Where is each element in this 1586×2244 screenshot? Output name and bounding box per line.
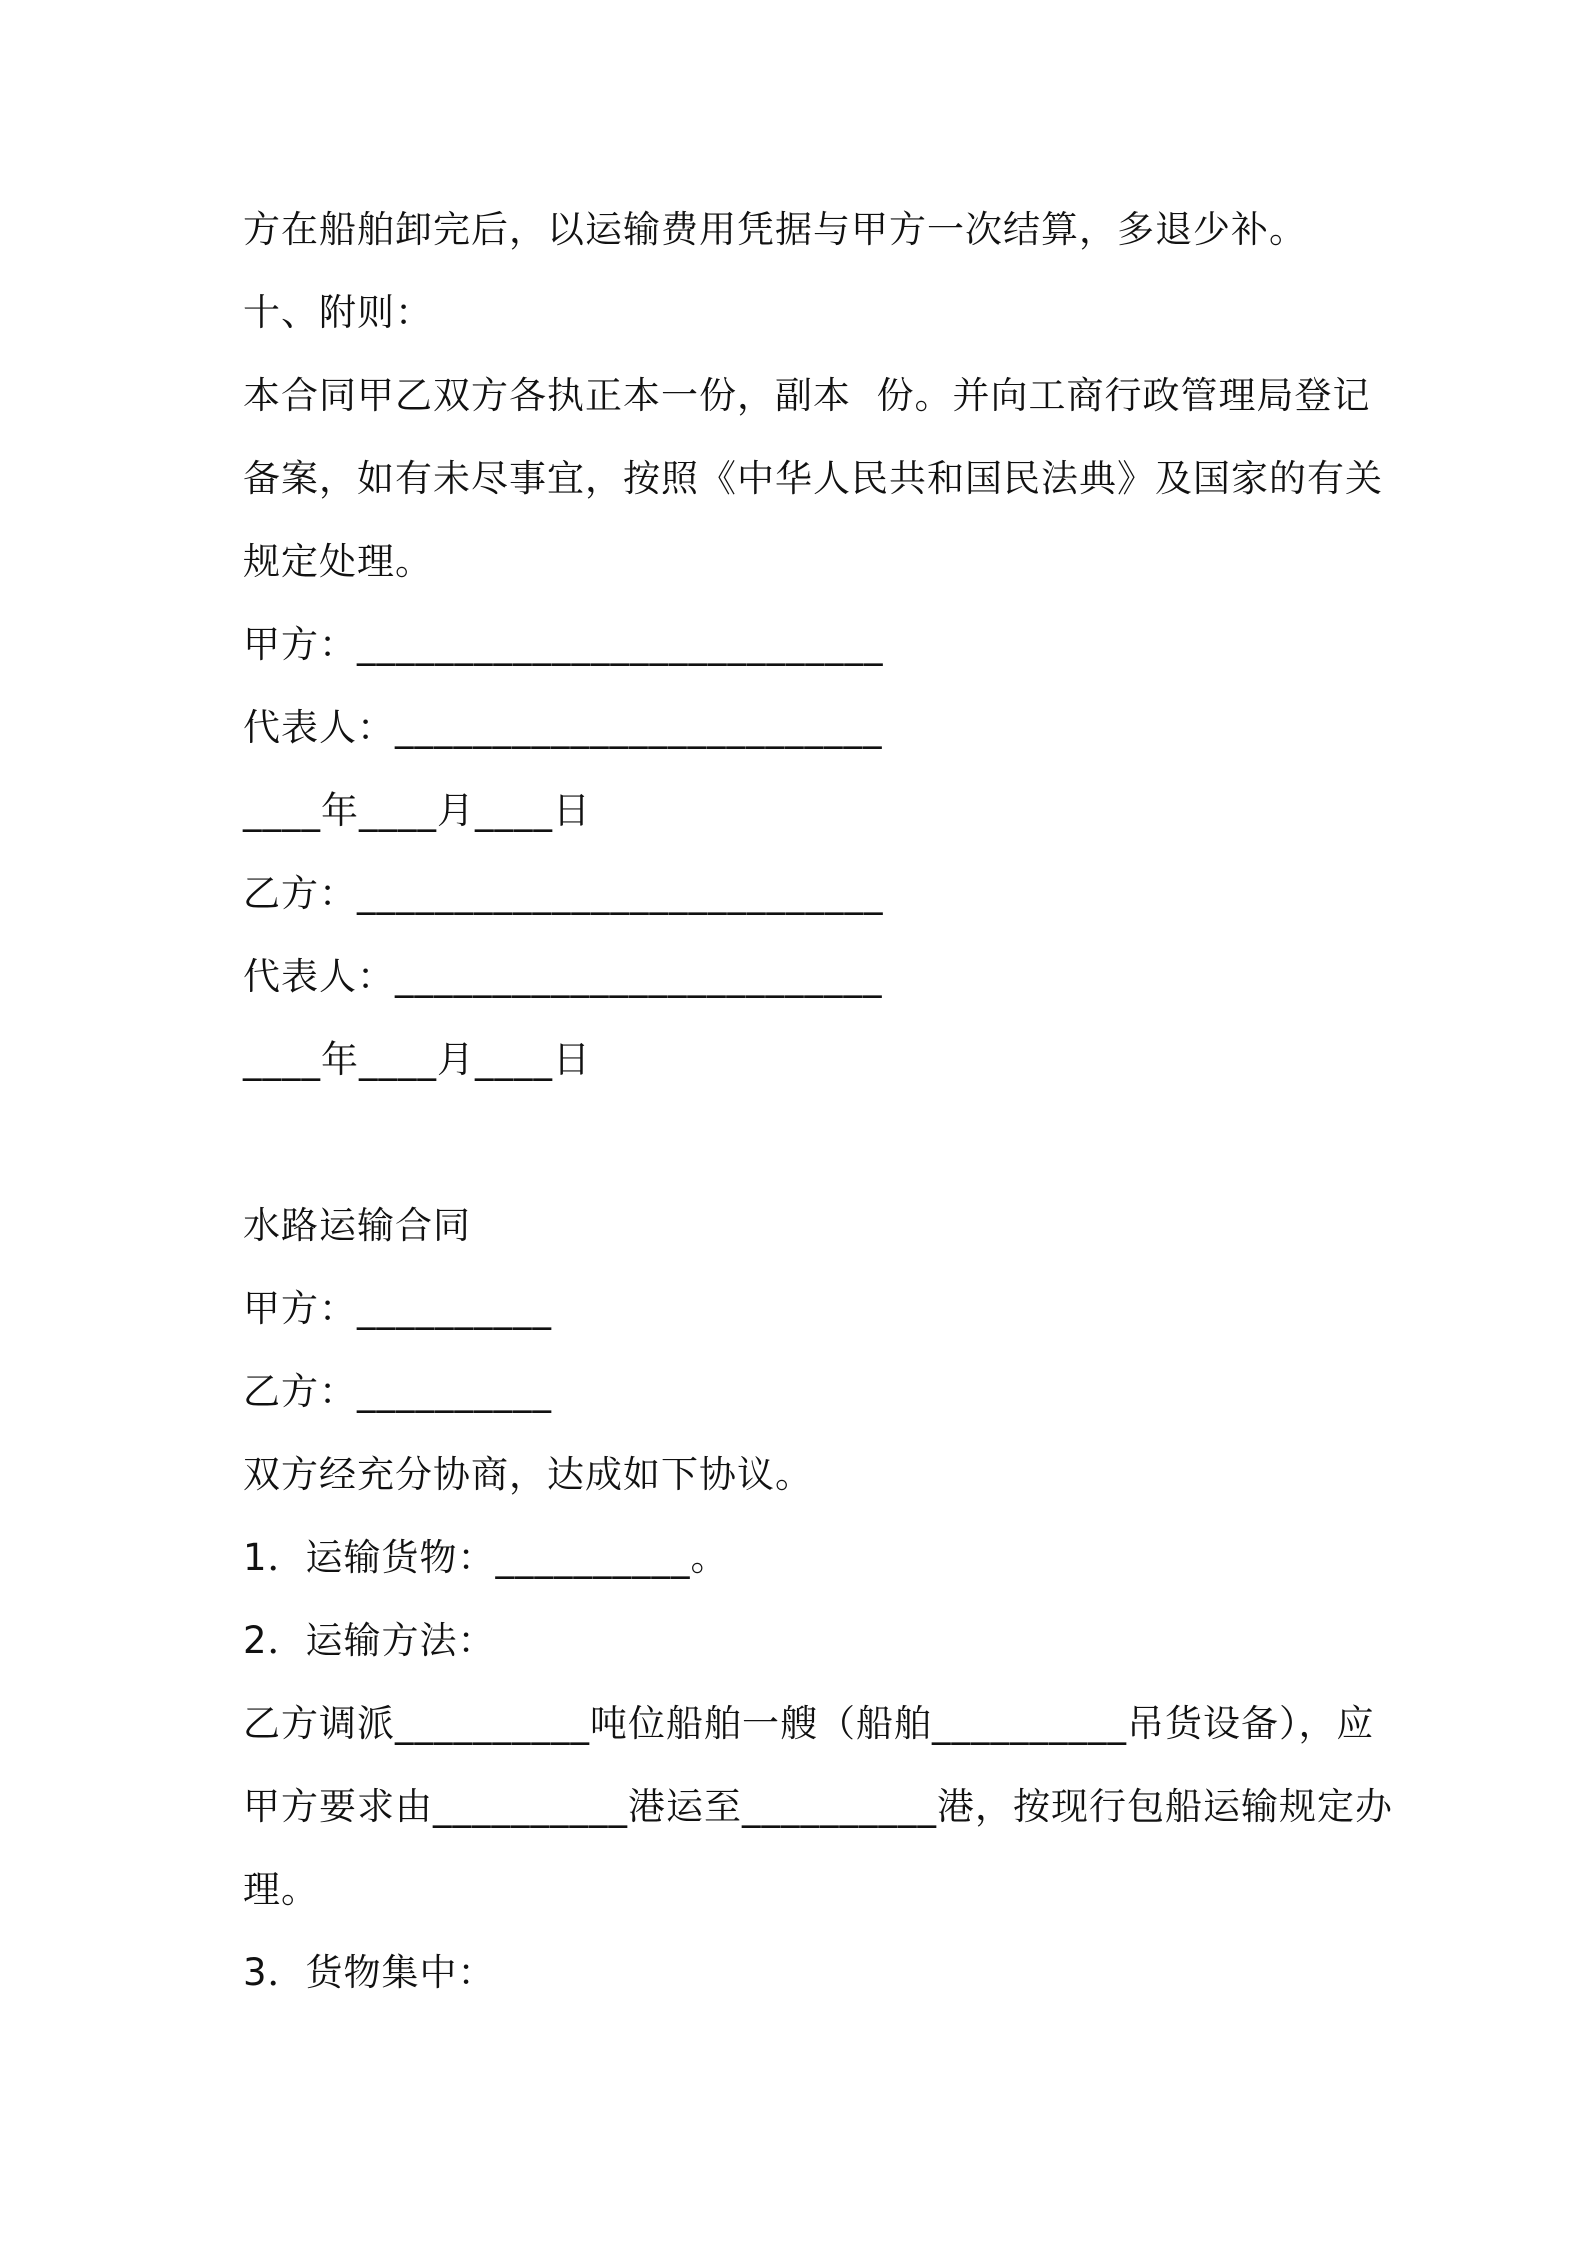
appendix-paragraph-line: 备案，如有未尽事宜，按照《中华人民共和国民法典》及国家的有关 (243, 457, 1383, 500)
party-b-field: 乙方：__________ (243, 1370, 552, 1413)
settlement-text: 方在船舶卸完后，以运输费用凭据与甲方一次结算，多退少补。 (243, 208, 1307, 251)
date-a-field: ____年____月____日 (243, 789, 591, 832)
clause-transport-method: 2．运输方法： (243, 1619, 496, 1662)
appendix-paragraph-line: 本合同甲乙双方各执正本一份，副本 份。并向工商行政管理局登记 (243, 374, 1371, 417)
transport-method-text-line: 乙方调派__________吨位船舶一艘（船舶__________吊货设备），应 (243, 1702, 1375, 1745)
transport-method-text-line: 理。 (243, 1868, 319, 1911)
appendix-heading: 十、附则： (243, 291, 433, 334)
clause-cargo-concentration: 3．货物集中： (243, 1951, 496, 1994)
contract-title: 水路运输合同 (243, 1204, 471, 1247)
clause-cargo: 1．运输货物：__________。 (243, 1536, 729, 1579)
date-b-field: ____年____月____日 (243, 1038, 591, 1081)
party-a-field: 甲方：__________ (243, 1287, 552, 1330)
party-a-signature-field: 甲方：___________________________ (243, 623, 884, 666)
representative-a-signature-field: 代表人：_________________________ (243, 706, 883, 749)
representative-b-signature-field: 代表人：_________________________ (243, 955, 883, 998)
party-b-signature-field: 乙方：___________________________ (243, 872, 884, 915)
agreement-intro: 双方经充分协商，达成如下协议。 (243, 1453, 813, 1496)
transport-method-text-line: 甲方要求由__________港运至__________港，按现行包船运输规定办 (243, 1785, 1393, 1828)
appendix-paragraph-line: 规定处理。 (243, 540, 433, 583)
